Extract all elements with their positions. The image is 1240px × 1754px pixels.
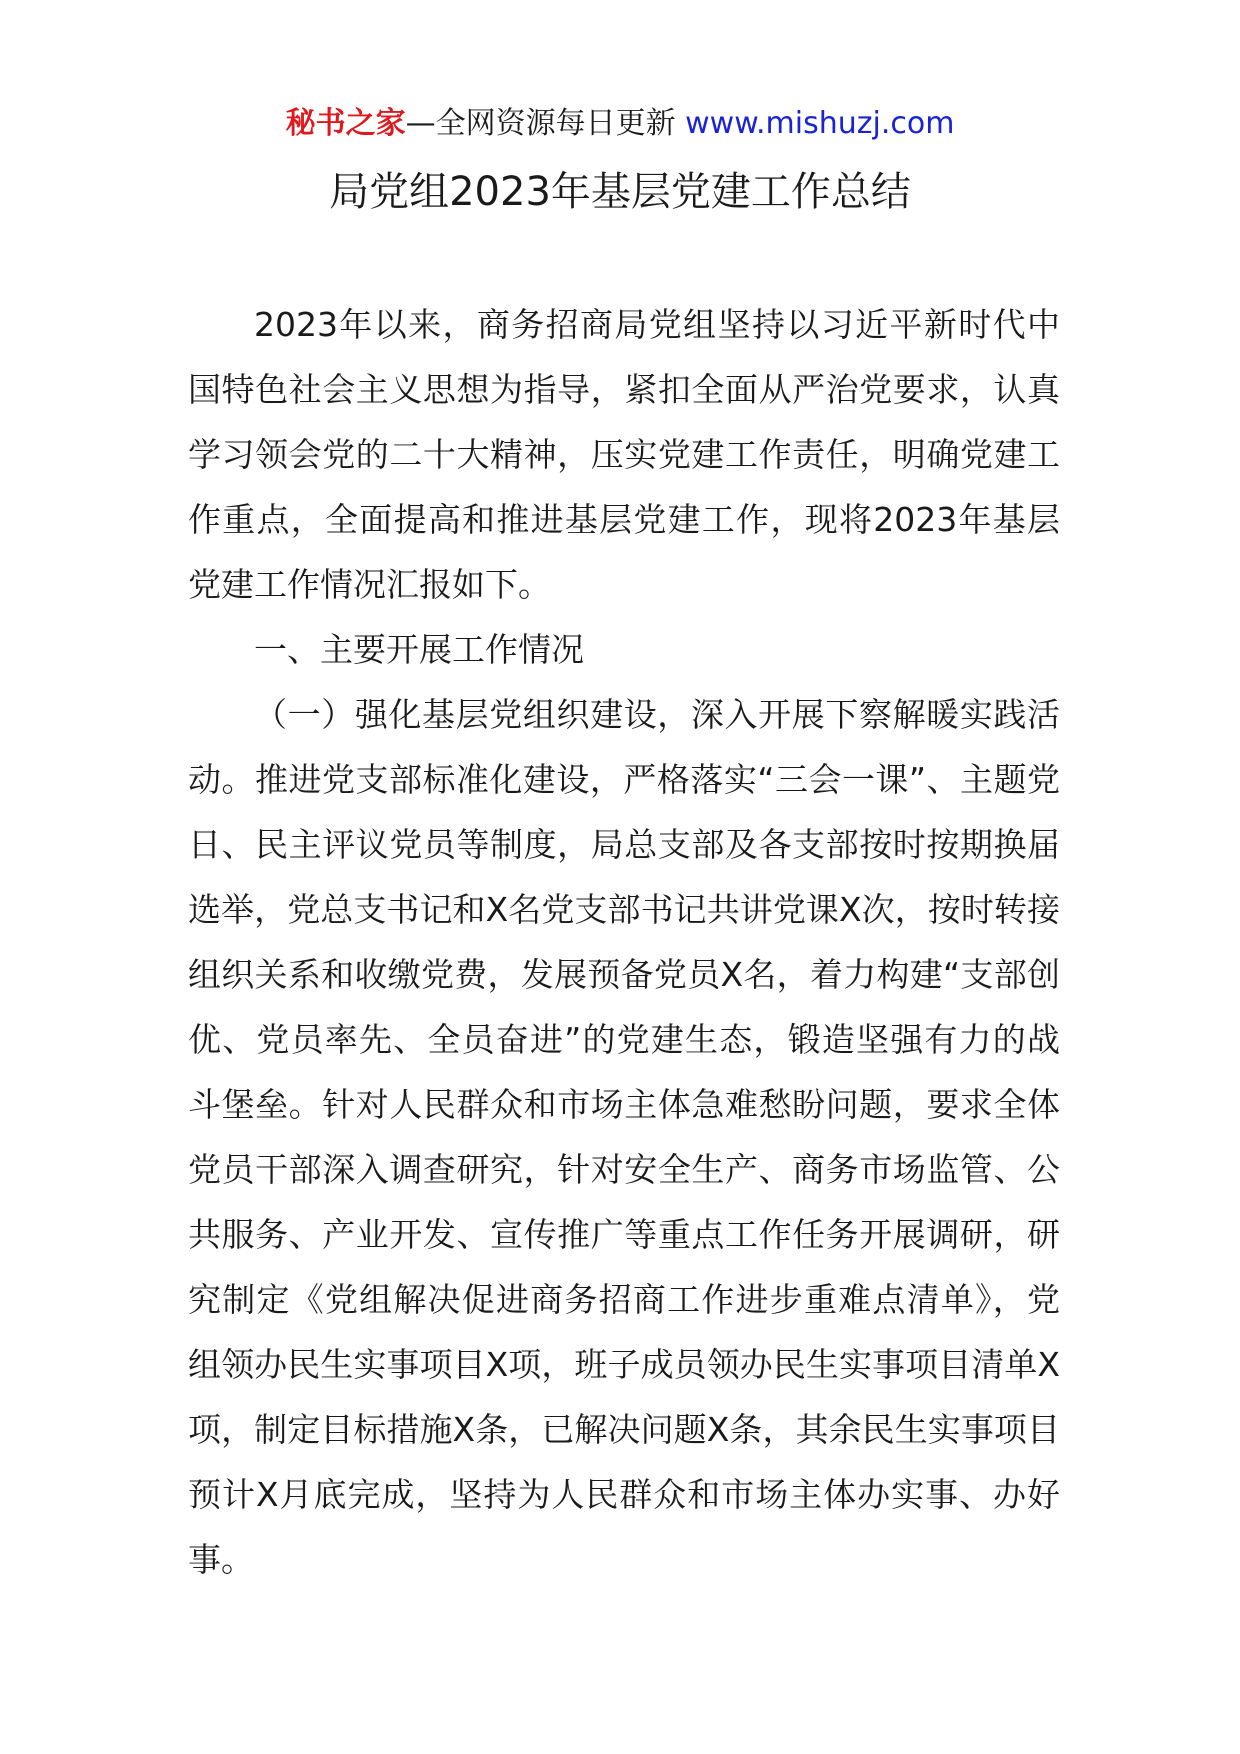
brand-name: 秘书之家 [285, 106, 406, 141]
body-paragraph: （一）强化基层党组织建设，深入开展下察解暖实践活动。推进党支部标准化建设，严格落实“三会一课”、主题党日、民主评议党员等制度，局总支部及各支部按时按期换届选举，党总支书记和X名党支部书记共讲党课X次，按时转接组织关系和收缴党费，发展预备党员X名，着力构建“支部创优、党员率先、全员奋进”的党建生态，锻造坚强有力的战斗堡垒。针对人民群众和市场主体急难愁盼问题，要求全体党员干部深入调查研究，针对安全生产、商务市场监管、公共服务、产业开发、宣传推广等重点工作任务开展调研，研究制定《党组解决促进商务招商工作进步重难点清单》，党组领办民生实事项目X项，班子成员领办民生实事项目清单X项，制定目标措施X条，已解决问题X条，其余民生实事项目预计X月底完成，坚持为人民群众和市场主体办实事、办好事。 [188, 695, 1060, 1579]
site-url-link[interactable]: www.mishuzj.com [685, 106, 955, 141]
intro-paragraph: 2023年以来，商务招商局党组坚持以习近平新时代中国特色社会主义思想为指导，紧扣全面从严治党要求，认真学习领会党的二十大精神，压实党建工作责任，明确党建工作重点，全面提高和推进基层党建工作，现将2023年基层党建工作情况汇报如下。 [188, 305, 1060, 604]
header-slogan: —全网资源每日更新 [405, 106, 686, 141]
site-header [0, 102, 1240, 146]
document-body [188, 292, 1060, 1592]
document-title: 局党组2023年基层党建工作总结 [329, 169, 911, 215]
section-heading: 一、主要开展工作情况 [254, 630, 584, 669]
